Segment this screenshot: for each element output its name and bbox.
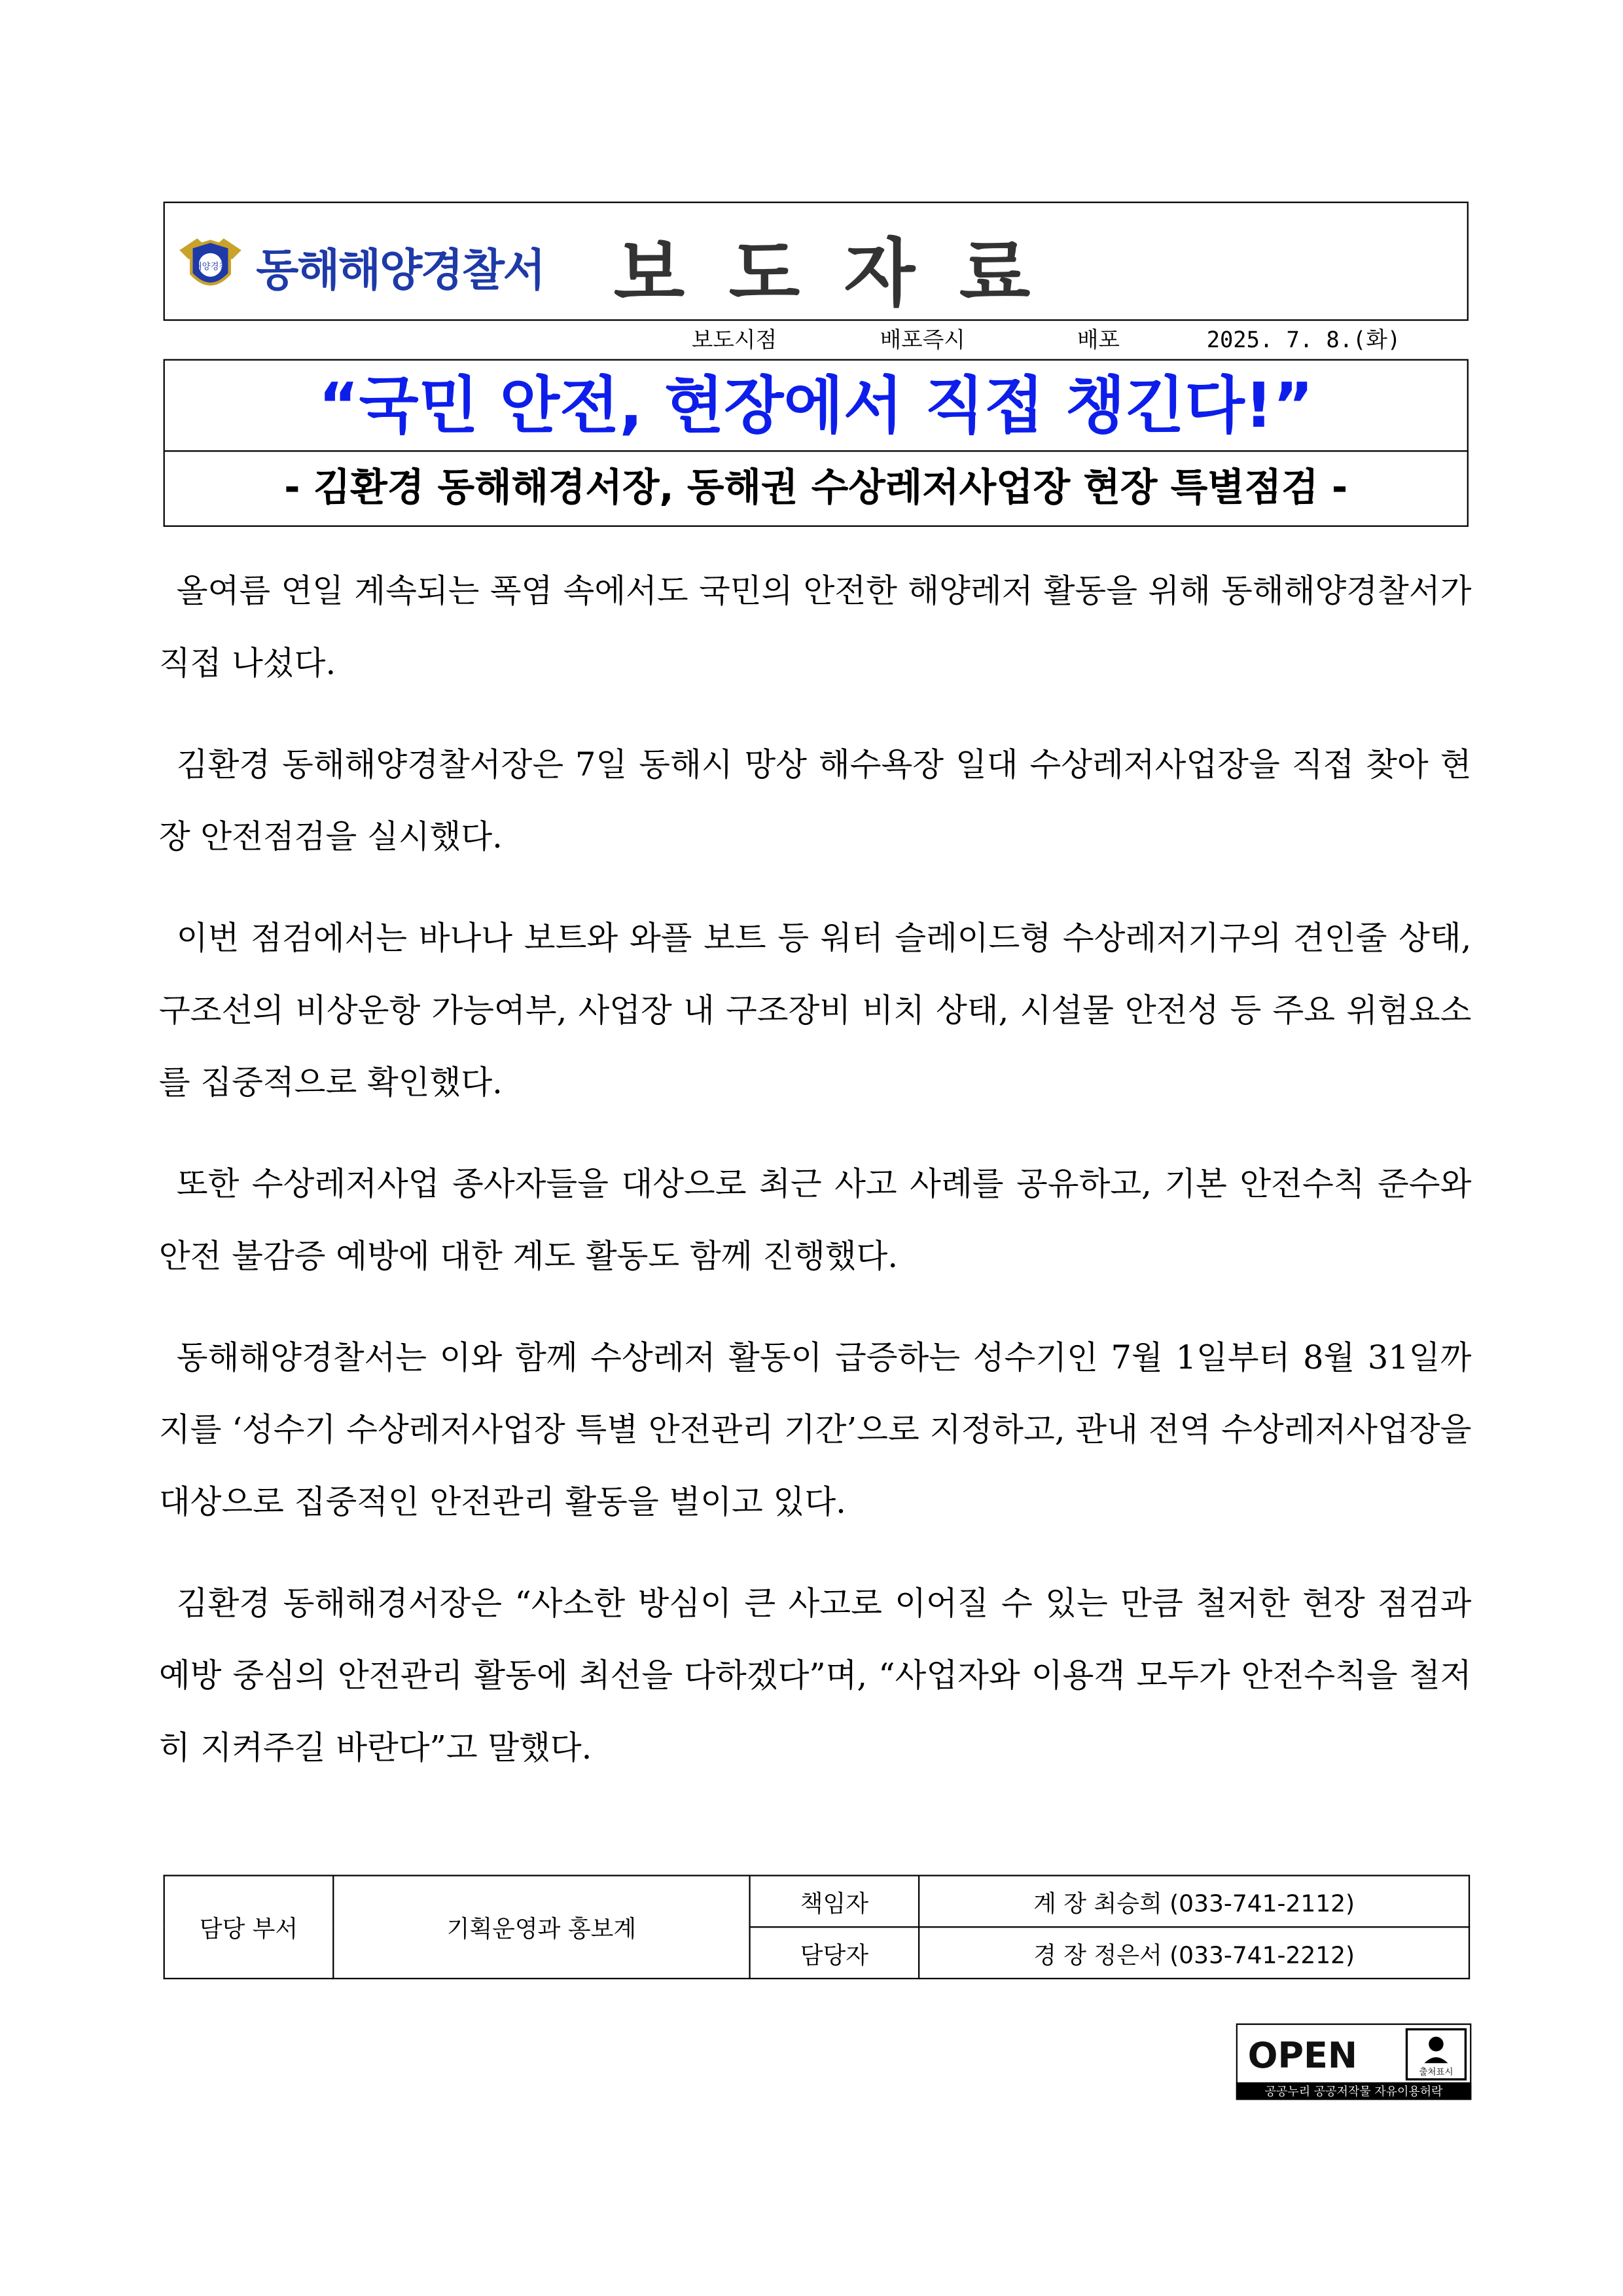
headline: “국민 안전, 현장에서 직접 챙긴다!” bbox=[165, 361, 1467, 452]
release-type: 배포 bbox=[1077, 327, 1120, 353]
dept-label: 담당 부서 bbox=[164, 1876, 334, 1979]
subheadline: - 김환경 동해해경서장, 동해권 수상레저사업장 현장 특별점검 - bbox=[284, 466, 1348, 511]
article-body bbox=[159, 556, 1472, 1814]
header-box bbox=[164, 202, 1469, 321]
agency-name: 동해해양경찰서 bbox=[256, 245, 544, 298]
contact-table bbox=[164, 1874, 1471, 1979]
paragraph: 동해해양경찰서는 이와 함께 수상레저 활동이 급증하는 성수기인 7월 1일부터 8월 31일까지를 ‘성수기 수상레저사업장 특별 안전관리 기간’으로 지정하고, 관내 전역 수상레저사업장을 대상으로 집중적인 안전관리 활동을 벌이고 있다. bbox=[158, 1340, 1472, 1522]
paragraph: 김환경 동해해양경찰서장은 7일 동해시 망상 해수욕장 일대 수상레저사업장을 직접 찾아 현장 안전점검을 실시했다. bbox=[158, 747, 1472, 857]
open-text: OPEN bbox=[1247, 2035, 1358, 2077]
person-icon bbox=[1429, 2037, 1443, 2051]
paragraph: 또한 수상레저사업 종사자들을 대상으로 최근 사고 사례를 공유하고, 기본 안전수칙 준수와 안전 불감증 예방에 대한 계도 활동도 함께 진행했다. bbox=[158, 1166, 1472, 1276]
person-cell: 계 장 최승희 (033-741-2112) bbox=[919, 1876, 1469, 1928]
release-info bbox=[692, 324, 1427, 356]
license-footer: 공공누리 공공저작물 자유이용허락 bbox=[1264, 2085, 1443, 2099]
kogl-license-badge bbox=[1236, 2024, 1472, 2100]
release-date: 2025. 7. 8.(화) bbox=[1206, 327, 1401, 353]
paragraph: 올여름 연일 계속되는 폭염 속에서도 국민의 안전한 해양레저 활동을 위해 동해해양경찰서가 직접 나섰다. bbox=[158, 573, 1472, 683]
person-cell: 경 장 정은서 (033-741-2212) bbox=[919, 1927, 1469, 1979]
svg-text:해양경찰: 해양경찰 bbox=[193, 261, 228, 272]
source-label: 출처표시 bbox=[1419, 2067, 1454, 2078]
document-type: 보도자료 bbox=[613, 230, 1075, 317]
role-cell: 책임자 bbox=[750, 1876, 919, 1928]
title-box bbox=[164, 359, 1469, 527]
dept-name: 기획운영과 홍보계 bbox=[333, 1876, 749, 1979]
release-label: 보도시점 bbox=[691, 327, 777, 353]
paragraph: 이번 점검에서는 바나나 보트와 와플 보트 등 워터 슬레이드형 수상레저기구의 견인줄 상태, 구조선의 비상운항 가능여부, 사업장 내 구조장비 비치 상태, 시설물 안전성 등 주요 위험요소를 집중적으로 확인했다. bbox=[158, 921, 1472, 1103]
paragraph: 김환경 동해해경서장은 “사소한 방심이 큰 사고로 이어질 수 있는 만큼 철저한 현장 점검과 예방 중심의 안전관리 활동에 최선을 다하겠다”며, “사업자와 이용객 모두가 안전수칙을 철저히 지켜주길 바란다”고 말했다. bbox=[158, 1586, 1472, 1768]
role-cell: 담당자 bbox=[750, 1927, 919, 1979]
coast-guard-emblem-icon bbox=[177, 230, 244, 297]
release-timing: 배포즉시 bbox=[880, 327, 965, 353]
